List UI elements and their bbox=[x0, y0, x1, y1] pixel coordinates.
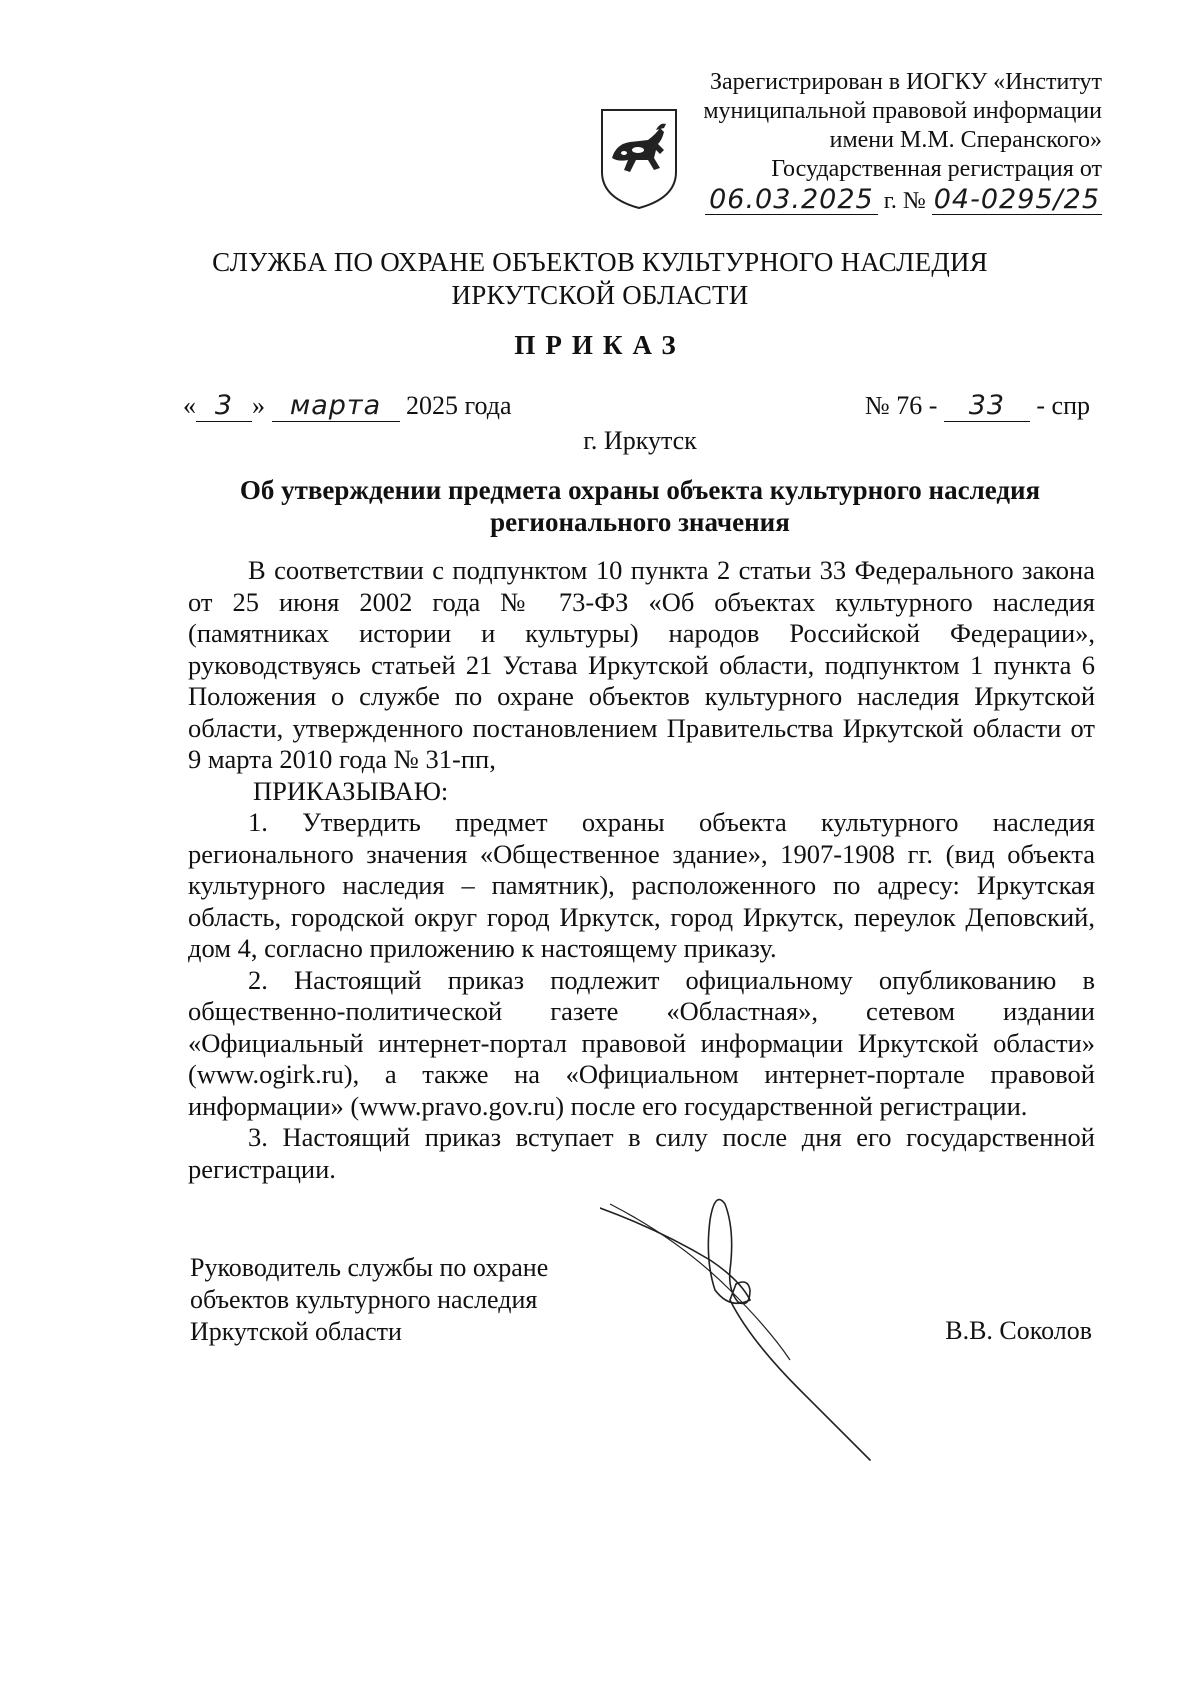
order-year: 2025 года bbox=[406, 391, 512, 420]
position-line-3: Иркутской области bbox=[190, 1317, 402, 1346]
item-1-paragraph: 1. Утвердить предмет охраны объекта культурного наследия регионального значения «Общественное здание», 1907-1908 гг. (вид объекта культурного наследия – памятник), расположенного по адресу: Иркутская область, городской округ город Иркутск, город Иркутск, переулок Деповский, дом 4, согласно приложению к настоящему приказу. bbox=[188, 807, 1095, 963]
item-3-paragraph: 3. Настоящий приказ вступает в силу после дня его государственной регистрации. bbox=[188, 1122, 1095, 1184]
order-city: г. Иркутск bbox=[583, 426, 697, 455]
organization-line-1: СЛУЖБА ПО ОХРАНЕ ОБЪЕКТОВ КУЛЬТУРНОГО НАСЛЕДИЯ bbox=[212, 247, 988, 277]
preamble-paragraph: В соответствии с подпунктом 10 пункта 2 статьи 33 Федерального закона от 25 июня 2002 года № 73-ФЗ «Об объектах культурного наследия (памятниках истории и культуры) народов Российской Федерации», руководствуясь статьей 21 Устава Иркутской области, подпунктом 1 пункта 6 Положения о службе по охране объектов культурного наследия Иркутской области, утвержденного постановлением Правительства Иркутской области от 9 марта 2010 года № 31-пп, bbox=[188, 555, 1095, 774]
signatory-name: В.В. Соколов bbox=[945, 1316, 1092, 1345]
organization-line-2: ИРКУТСКОЙ ОБЛАСТИ bbox=[451, 280, 749, 310]
order-number-suffix: - спр bbox=[1036, 391, 1090, 420]
registration-line-3: имени М.М. Сперанского» bbox=[829, 127, 1102, 153]
decree-word: ПРИКАЗЫВАЮ: bbox=[253, 775, 449, 806]
order-subject bbox=[190, 474, 1090, 538]
item-2-paragraph: 2. Настоящий приказ подлежит официальному опубликованию в общественно-политической газете «Областная», сетевом издании «Официальный интернет-портал правовой информации Иркутской области» (www.ogirk.ru), а также на «Официальном интернет-портале правовой информации» (www.pravo.gov.ru) после его государственной регистрации. bbox=[188, 964, 1095, 1121]
position-line-2: объектов культурного наследия bbox=[190, 1285, 538, 1314]
registration-number-prefix: г. № bbox=[883, 188, 926, 214]
order-date bbox=[183, 390, 512, 422]
order-number-value: 33 bbox=[944, 390, 1030, 422]
irkutsk-coat-of-arms-icon bbox=[598, 106, 680, 212]
order-number bbox=[865, 390, 1090, 422]
date-quote-open: « bbox=[183, 391, 196, 420]
order-body bbox=[188, 555, 1095, 1185]
registration-line-2: муниципальной правовой информации bbox=[703, 98, 1102, 124]
date-quote-close: » bbox=[252, 391, 265, 420]
registration-date: 06.03.2025 bbox=[705, 185, 878, 215]
subject-line-2: регионального значения bbox=[490, 507, 790, 537]
handwritten-signature-icon bbox=[600, 1190, 920, 1490]
registration-line-1: Зарегистрирован в ИОГКУ «Институт bbox=[709, 69, 1102, 95]
document-type-title: ПРИКАЗ bbox=[514, 330, 686, 360]
order-month: марта bbox=[272, 390, 400, 422]
order-day: 3 bbox=[196, 390, 252, 422]
order-number-prefix: № 76 - bbox=[864, 391, 938, 420]
organization-name bbox=[0, 246, 1200, 312]
registration-date-line bbox=[672, 185, 1102, 216]
signatory-position bbox=[190, 1252, 548, 1348]
position-line-1: Руководитель службы по охране bbox=[190, 1253, 549, 1282]
subject-line-1: Об утверждении предмета охраны объекта культурного наследия bbox=[239, 475, 1041, 505]
registration-stamp bbox=[672, 68, 1102, 216]
registration-line-4: Государственная регистрация от bbox=[771, 156, 1102, 182]
registration-number: 04-0295/25 bbox=[933, 184, 1100, 215]
